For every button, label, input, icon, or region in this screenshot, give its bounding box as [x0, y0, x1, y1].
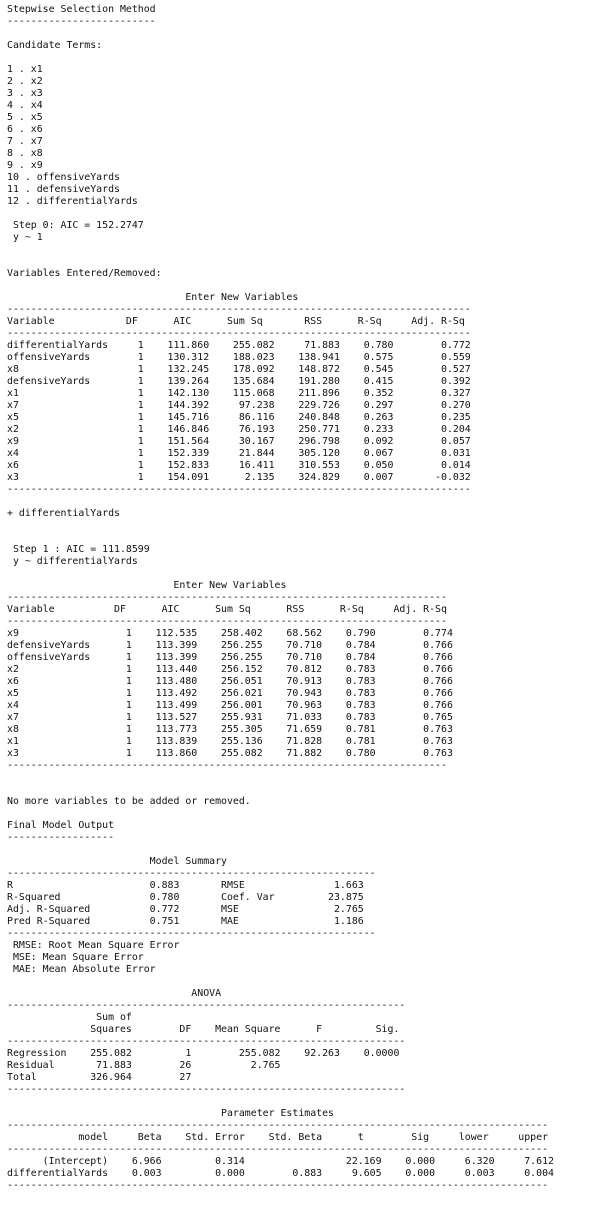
output-line	[7, 520, 605, 532]
output-line: x6 1 152.833 16.411 310.553 0.050 0.014	[7, 460, 471, 471]
output-line: Enter New Variables	[7, 580, 287, 591]
output-line: differentialYards 0.003 0.000 0.883 9.605 0.000 0.003 0.004	[7, 1168, 554, 1179]
output-line: R 0.883 RMSE 1.663	[7, 880, 364, 891]
output-line: -------------------------------------------------------------------------------------------	[7, 1144, 549, 1155]
output-line: --------------------------------------------------------------------------	[7, 760, 447, 771]
output-line	[7, 808, 605, 820]
output-line: 11 . defensiveYards	[7, 184, 120, 195]
output-line: 4 . x4	[7, 100, 43, 111]
output-line: --------------------------------------------------------------------------	[7, 592, 447, 603]
output-line: ------------------------------------------------------------------------------	[7, 304, 471, 315]
output-line: ------------------------------------------------------------------------------	[7, 328, 471, 339]
output-line: 10 . offensiveYards	[7, 172, 120, 183]
output-line: (Intercept) 6.966 0.314 22.169 0.000 6.320 7.612	[7, 1156, 554, 1167]
output-line: Residual 71.883 26 2.765	[7, 1060, 281, 1071]
output-line: Candidate Terms:	[7, 40, 103, 51]
output-line: x9 1 151.564 30.167 296.798 0.092 0.057	[7, 436, 471, 447]
output-line	[7, 1096, 605, 1108]
output-line	[7, 208, 605, 220]
output-line: 5 . x5	[7, 112, 43, 123]
output-line: x8 1 113.773 255.305 71.659 0.781 0.763	[7, 724, 453, 735]
output-line	[7, 52, 605, 64]
output-line: x6 1 113.480 256.051 70.913 0.783 0.766	[7, 676, 453, 687]
output-line: x1 1 113.839 255.136 71.828 0.781 0.763	[7, 736, 453, 747]
output-line: model Beta Std. Error Std. Beta t Sig lower upper	[7, 1132, 549, 1143]
output-line: 7 . x7	[7, 136, 43, 147]
output-line: RMSE: Root Mean Square Error	[7, 940, 180, 951]
output-line	[7, 28, 605, 40]
output-line: R-Squared 0.780 Coef. Var 23.875	[7, 892, 364, 903]
output-line: -------------------------------------------------------------------	[7, 1084, 406, 1095]
output-line: MSE: Mean Square Error	[7, 952, 144, 963]
output-line: -------------------------------------------------------------------------------------------	[7, 1120, 549, 1131]
output-line: + differentialYards	[7, 508, 120, 519]
output-line: --------------------------------------------------------------	[7, 868, 376, 879]
output-line: x8 1 132.245 178.092 148.872 0.545 0.527	[7, 364, 471, 375]
output-line: ------------------	[7, 832, 115, 843]
output-line: Adj. R-Squared 0.772 MSE 2.765	[7, 904, 364, 915]
output-line: Variable DF AIC Sum Sq RSS R-Sq Adj. R-Sq	[7, 604, 447, 615]
output-line: defensiveYards 1 113.399 256.255 70.710 0.784 0.766	[7, 640, 453, 651]
output-line: 9 . x9	[7, 160, 43, 171]
output-line: Step 1 : AIC = 111.8599	[7, 544, 150, 555]
output-line: 12 . differentialYards	[7, 196, 138, 207]
output-line: 6 . x6	[7, 124, 43, 135]
output-line	[7, 976, 605, 988]
output-line: Step 0: AIC = 152.2747	[7, 220, 144, 231]
output-line: x1 1 142.130 115.068 211.896 0.352 0.327	[7, 388, 471, 399]
output-line: --------------------------------------------------------------	[7, 928, 376, 939]
output-line	[7, 568, 605, 580]
output-line: Stepwise Selection Method	[7, 4, 156, 15]
output-line: Final Model Output	[7, 820, 115, 831]
output-line: differentialYards 1 111.860 255.082 71.883 0.780 0.772	[7, 340, 471, 351]
output-line: -------------------------	[7, 16, 156, 27]
output-line: y ~ differentialYards	[7, 556, 138, 567]
output-line: x3 1 154.091 2.135 324.829 0.007 -0.032	[7, 472, 471, 483]
output-line: offensiveYards 1 130.312 188.023 138.941 0.575 0.559	[7, 352, 471, 363]
output-line: No more variables to be added or removed.	[7, 796, 251, 807]
output-line: x9 1 112.535 258.402 68.562 0.790 0.774	[7, 628, 453, 639]
output-line: 3 . x3	[7, 88, 43, 99]
output-line: Pred R-Squared 0.751 MAE 1.186	[7, 916, 364, 927]
output-line: Enter New Variables	[7, 292, 299, 303]
output-line: 8 . x8	[7, 148, 43, 159]
output-line	[7, 844, 605, 856]
output-line: 2 . x2	[7, 76, 43, 87]
output-line: Model Summary	[7, 856, 227, 867]
output-line	[7, 784, 605, 796]
output-line: x7 1 113.527 255.931 71.033 0.783 0.765	[7, 712, 453, 723]
output-line: x4 1 113.499 256.001 70.963 0.783 0.766	[7, 700, 453, 711]
output-line: x5 1 113.492 256.021 70.943 0.783 0.766	[7, 688, 453, 699]
output-line: x3 1 113.860 255.082 71.882 0.780 0.763	[7, 748, 453, 759]
output-line: Variable DF AIC Sum Sq RSS R-Sq Adj. R-Sq	[7, 316, 465, 327]
output-line: ANOVA	[7, 988, 222, 999]
output-line: x7 1 144.392 97.238 229.726 0.297 0.270	[7, 400, 471, 411]
output-line: ------------------------------------------------------------------------------	[7, 484, 471, 495]
output-line: Sum of	[7, 1012, 132, 1023]
output-line: 1 . x1	[7, 64, 43, 75]
output-line: -------------------------------------------------------------------	[7, 1036, 406, 1047]
output-line: --------------------------------------------------------------------------	[7, 616, 447, 627]
output-line	[7, 244, 605, 256]
output-line: -------------------------------------------------------------------	[7, 1000, 406, 1011]
output-line: offensiveYards 1 113.399 256.255 70.710 0.784 0.766	[7, 652, 453, 663]
output-line: -------------------------------------------------------------------------------------------	[7, 1180, 549, 1191]
output-line	[7, 280, 605, 292]
output-line: Regression 255.082 1 255.082 92.263 0.0000	[7, 1048, 400, 1059]
output-line: y ~ 1	[7, 232, 43, 243]
output-line: Parameter Estimates	[7, 1108, 334, 1119]
output-line: x5 1 145.716 86.116 240.848 0.263 0.235	[7, 412, 471, 423]
output-line: MAE: Mean Absolute Error	[7, 964, 156, 975]
output-line	[7, 496, 605, 508]
output-line	[7, 532, 605, 544]
output-line: defensiveYards 1 139.264 135.684 191.280 0.415 0.392	[7, 376, 471, 387]
output-line: x2 1 113.440 256.152 70.812 0.783 0.766	[7, 664, 453, 675]
output-line: Variables Entered/Removed:	[7, 268, 162, 279]
output-line	[7, 772, 605, 784]
output-line: Total 326.964 27	[7, 1072, 192, 1083]
output-line: Squares DF Mean Square F Sig.	[7, 1024, 400, 1035]
output-line: x4 1 152.339 21.844 305.120 0.067 0.031	[7, 448, 471, 459]
output-line: x2 1 146.846 76.193 250.771 0.233 0.204	[7, 424, 471, 435]
output-line	[7, 256, 605, 268]
